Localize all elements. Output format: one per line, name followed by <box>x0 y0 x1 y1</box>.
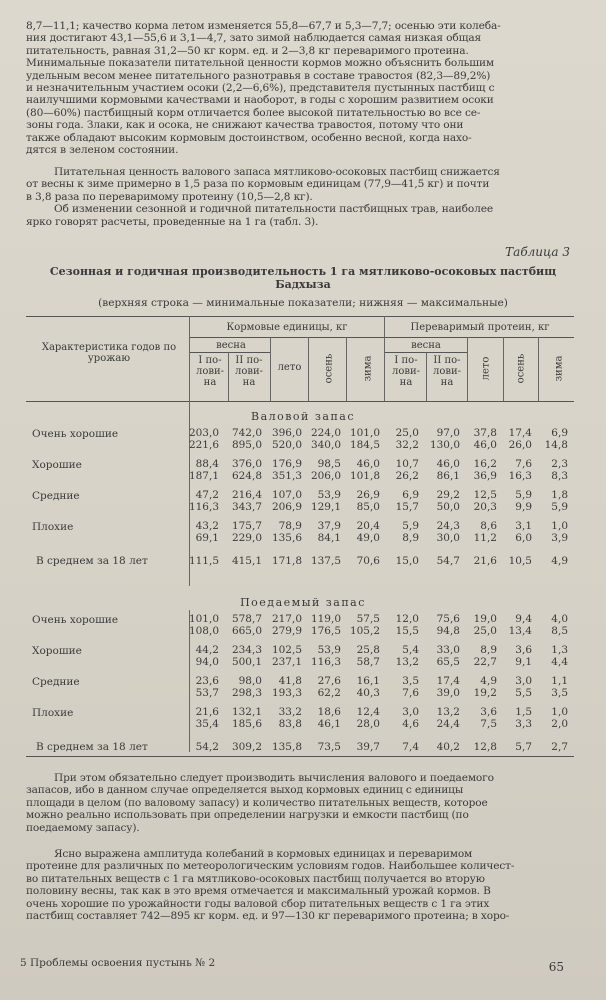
table-title-line2: Бадхыза <box>275 278 331 291</box>
table-cell: 6,9 <box>551 427 568 439</box>
table-cell: 206,0 <box>310 470 341 482</box>
text-line: можно реально использовать при определении нагрузки и емкости пастбищ (по <box>26 809 469 822</box>
table-cell-average: 40,2 <box>436 741 460 753</box>
table-cell: 65,5 <box>436 656 460 668</box>
header-spring: весна <box>216 340 246 351</box>
table-cell: 44,2 <box>195 644 219 656</box>
text-line: и незначительным участием осоки (2,2—6,6%), представителя пустынных пастбищ с <box>26 82 495 95</box>
table-cell: 16,3 <box>508 470 532 482</box>
table-cell: 396,0 <box>271 427 302 439</box>
table-cell-average: 137,5 <box>310 555 341 567</box>
table-cell-average: 2,7 <box>551 741 568 753</box>
table-cell-average: 70,6 <box>356 555 380 567</box>
table-cell: 376,0 <box>231 458 262 470</box>
table-cell: 4,9 <box>480 675 497 687</box>
text-line: поедаемому запасу). <box>26 821 140 834</box>
table-cell: 6,9 <box>402 489 419 501</box>
table-cell: 3,0 <box>402 706 419 718</box>
table-cell: 84,1 <box>317 532 341 544</box>
table-cell: 108,0 <box>188 625 219 637</box>
text-line: Ясно выражена амплитуда колебаний в кормовых единицах и переваримом <box>54 848 473 860</box>
table-cell: 6,0 <box>515 532 532 544</box>
header-summer: лето <box>277 362 302 373</box>
table-cell: 30,0 <box>436 532 460 544</box>
table-cell: 4,4 <box>551 656 568 668</box>
table-cell: 5,9 <box>515 489 532 501</box>
table-caption: Таблица 3 <box>505 245 570 259</box>
text-line: ния достигают 43,1—55,6 и 3,1—4,7, зато зимой наблюдается самая низкая общая <box>26 32 482 45</box>
table-cell: 25,0 <box>473 625 497 637</box>
footer-journal: 5 Проблемы освоения пустынь № 2 <box>20 957 216 969</box>
table-cell: 19,2 <box>473 687 497 699</box>
table-cell: 4,6 <box>402 718 419 730</box>
feed-units-rule <box>190 337 384 338</box>
table-cell: 46,0 <box>473 439 497 451</box>
table-cell: 206,9 <box>271 501 302 513</box>
col-divider <box>503 337 504 401</box>
table-cell-average: 12,8 <box>473 741 497 753</box>
table-cell: 101,8 <box>349 470 380 482</box>
text-line: питательность, равная 31,2—50 кг корм. ед. и 2—3,8 кг переваримого протеина. <box>26 44 469 57</box>
table-cell: 27,6 <box>317 675 341 687</box>
text-line: 8,7—11,1; качество корма летом изменяется 55,8—67,7 и 5,3—7,7; осенью эти колеба- <box>26 20 501 32</box>
average-label: В среднем за 18 лет <box>36 555 148 567</box>
row-label: Хорошие <box>32 645 82 657</box>
table-cell: 9,9 <box>515 501 532 513</box>
table-cell: 17,4 <box>508 427 532 439</box>
table-cell: 237,1 <box>271 656 302 668</box>
table-cell: 132,1 <box>231 706 262 718</box>
paragraph-amplitude <box>26 848 574 922</box>
table-cell-average: 15,0 <box>395 555 419 567</box>
text-line: очень хорошие по урожайности годы валовой сбор питательных веществ с 1 га этих <box>26 897 490 910</box>
table-cell: 13,2 <box>436 706 460 718</box>
table-cell: 624,8 <box>231 470 262 482</box>
section-title: Поедаемый запас <box>240 596 366 609</box>
table-cell: 340,0 <box>310 439 341 451</box>
table-cell: 8,3 <box>551 470 568 482</box>
text-line: Минимальные показатели питательной ценности кормов можно объяснить большим <box>26 57 494 70</box>
table-cell: 135,6 <box>271 532 302 544</box>
table-cell: 7,6 <box>515 458 532 470</box>
table-cell: 116,3 <box>310 656 341 668</box>
table-title-line1: Сезонная и годичная производительность 1 га мятликово-осоковых пастбищ <box>49 265 557 278</box>
table-cell: 26,9 <box>356 489 380 501</box>
table-cell: 24,4 <box>436 718 460 730</box>
col-divider <box>308 337 309 401</box>
table-cell: 184,5 <box>349 439 380 451</box>
table-cell: 1,8 <box>551 489 568 501</box>
table-cell: 46,0 <box>436 458 460 470</box>
header-protein: Переваримый протеин, кг <box>410 322 550 333</box>
text-line: наилучшими кормовыми качествами и наоборот, в годы с хорошим развитием осоки <box>26 94 494 107</box>
table-cell: 50,0 <box>436 501 460 513</box>
table-cell: 742,0 <box>231 427 262 439</box>
table-cell: 1,5 <box>515 706 532 718</box>
table-cell: 520,0 <box>271 439 302 451</box>
table-cell: 229,0 <box>231 532 262 544</box>
header-row-label: Характеристика годов по урожаю <box>41 342 177 364</box>
row-label: Плохие <box>32 707 74 719</box>
table-cell-average: 21,6 <box>473 555 497 567</box>
table-cell: 665,0 <box>231 625 262 637</box>
text-line: площади в целом (по валовому запасу) и количество питательных веществ, которое <box>26 796 488 809</box>
table-cell: 351,3 <box>271 470 302 482</box>
table-cell: 3,0 <box>515 675 532 687</box>
table-cell: 2,0 <box>551 718 568 730</box>
table-bottom-rule <box>26 756 574 757</box>
table-cell: 101,0 <box>188 613 219 625</box>
table-cell: 500,1 <box>231 656 262 668</box>
table-cell-average: 73,5 <box>317 741 341 753</box>
table-cell: 5,9 <box>551 501 568 513</box>
table-cell: 53,9 <box>317 644 341 656</box>
header-half1: I по-лови-на <box>391 355 421 388</box>
table-cell: 53,9 <box>317 489 341 501</box>
table-cell: 58,7 <box>356 656 380 668</box>
table-cell: 75,6 <box>436 613 460 625</box>
table-cell: 175,7 <box>231 520 262 532</box>
table-cell: 578,7 <box>231 613 262 625</box>
table-cell: 1,3 <box>551 644 568 656</box>
table-cell-average: 5,7 <box>515 741 532 753</box>
table-cell: 94,0 <box>195 656 219 668</box>
header-half1: I по-лови-на <box>195 355 225 388</box>
table-cell: 4,0 <box>551 613 568 625</box>
table-cell: 53,7 <box>195 687 219 699</box>
text-line: во питательных веществ с 1 га мятликово-осоковых пастбищ получается во вторую <box>26 872 485 885</box>
text-line: половину весны, так как в это время отмечается и максимальный урожай кормов. В <box>26 885 491 898</box>
table-top-rule <box>26 316 574 317</box>
spring-rule-1 <box>190 352 270 353</box>
table-cell: 37,8 <box>473 427 497 439</box>
table-cell: 12,0 <box>395 613 419 625</box>
header-autumn: осень <box>323 353 335 384</box>
col-divider <box>467 337 468 401</box>
table-cell: 17,4 <box>436 675 460 687</box>
table-cell: 33,0 <box>436 644 460 656</box>
table-cell: 20,3 <box>473 501 497 513</box>
table-cell: 26,2 <box>395 470 419 482</box>
table-cell: 97,0 <box>436 427 460 439</box>
row-label: Очень хорошие <box>32 614 119 626</box>
row-label: Плохие <box>32 521 74 533</box>
row-label: Средние <box>32 490 80 502</box>
row-label: Очень хорошие <box>32 428 119 440</box>
table-cell: 7,6 <box>402 687 419 699</box>
table-cell: 2,3 <box>551 458 568 470</box>
table-cell-average: 7,4 <box>402 741 419 753</box>
page-number: 65 <box>548 960 564 974</box>
table-cell: 11,2 <box>473 532 497 544</box>
header-half2: II по-лови-на <box>234 355 264 388</box>
table-cell: 105,2 <box>349 625 380 637</box>
table-cell: 343,7 <box>231 501 262 513</box>
text-line: При этом обязательно следует производить вычисления валового и поедаемого <box>54 772 494 784</box>
table-cell: 13,4 <box>508 625 532 637</box>
intro-paragraph <box>26 20 574 156</box>
table-cell: 16,1 <box>356 675 380 687</box>
text-line: зоны года. Злаки, как и осока, не снижают качества травостоя, потому что они <box>26 119 464 132</box>
table-cell: 185,6 <box>231 718 262 730</box>
table-cell: 116,3 <box>188 501 219 513</box>
table-cell: 5,9 <box>402 520 419 532</box>
table-cell: 41,8 <box>278 675 302 687</box>
text-line: в 3,8 раза по переваримому протеину (10,5—2,8 кг). <box>26 190 313 203</box>
table-cell: 98,0 <box>238 675 262 687</box>
table-cell: 21,6 <box>195 706 219 718</box>
table-cell: 25,8 <box>356 644 380 656</box>
text-line: удельным весом менее питательного разнотравья в составе травостоя (82,3—89,2%) <box>26 69 491 82</box>
table-cell: 49,0 <box>356 532 380 544</box>
text-line: протеине для различных по метеорологическим условиям годов. Наибольшее количест- <box>26 860 515 873</box>
table-cell: 107,0 <box>271 489 302 501</box>
row-label: Хорошие <box>32 459 82 471</box>
table-cell: 40,3 <box>356 687 380 699</box>
table-cell: 15,7 <box>395 501 419 513</box>
table-cell: 78,9 <box>278 520 302 532</box>
table-cell: 298,3 <box>231 687 262 699</box>
table-cell: 5,5 <box>515 687 532 699</box>
paragraph-calculation <box>26 772 574 834</box>
table-cell: 62,2 <box>317 687 341 699</box>
table-cell: 217,0 <box>271 613 302 625</box>
table-cell: 15,5 <box>395 625 419 637</box>
table-cell: 8,5 <box>551 625 568 637</box>
table-cell: 8,9 <box>402 532 419 544</box>
table-cell: 32,2 <box>395 439 419 451</box>
table-cell: 5,4 <box>402 644 419 656</box>
table-cell: 13,2 <box>395 656 419 668</box>
table-cell: 3,5 <box>402 675 419 687</box>
table-cell: 895,0 <box>231 439 262 451</box>
table-cell-average: 171,8 <box>271 555 302 567</box>
protein-rule <box>385 337 574 338</box>
table-cell: 10,7 <box>395 458 419 470</box>
col-divider-group <box>384 316 385 401</box>
text-line: запасов, ибо в данном случае определяется выход кормовых единиц с единицы <box>26 784 464 797</box>
table-cell: 94,8 <box>436 625 460 637</box>
table-cell: 8,9 <box>480 644 497 656</box>
table-cell: 20,4 <box>356 520 380 532</box>
section-title: Валовой запас <box>250 410 355 423</box>
text-line: дятся в зеленом состоянии. <box>26 144 179 157</box>
header-feed-units: Кормовые единицы, кг <box>226 322 348 333</box>
table-cell-average: 111,5 <box>188 555 219 567</box>
table-cell: 224,0 <box>310 427 341 439</box>
table-cell: 1,0 <box>551 520 568 532</box>
table-cell-average: 10,5 <box>508 555 532 567</box>
text-line: (80—60%) пастбищный корм отличается более высокой питательностью во все се- <box>26 106 481 119</box>
header-autumn: осень <box>515 353 527 384</box>
table-cell: 83,8 <box>278 718 302 730</box>
table-cell: 9,1 <box>515 656 532 668</box>
table-cell: 216,4 <box>231 489 262 501</box>
table-cell: 234,3 <box>231 644 262 656</box>
table-cell-average: 309,2 <box>231 741 262 753</box>
table-cell: 57,5 <box>356 613 380 625</box>
row-label: Средние <box>32 676 80 688</box>
header-winter: зима <box>553 355 565 382</box>
table-cell: 1,1 <box>551 675 568 687</box>
table-cell: 47,2 <box>195 489 219 501</box>
table-cell: 3,9 <box>551 532 568 544</box>
table-cell: 16,2 <box>473 458 497 470</box>
table-cell: 102,5 <box>271 644 302 656</box>
table-cell: 39,0 <box>436 687 460 699</box>
table-cell: 35,4 <box>195 718 219 730</box>
table-subtitle: (верхняя строка — минимальные показатели; нижняя — максимальные) <box>98 297 508 309</box>
table-cell: 24,3 <box>436 520 460 532</box>
table-cell: 46,0 <box>356 458 380 470</box>
table-cell-average: 415,1 <box>231 555 262 567</box>
table-cell: 29,2 <box>436 489 460 501</box>
text-line: также обладают высоким кормовым достоинством, особенно весной, когда нахо- <box>26 131 472 144</box>
text-line: Питательная ценность валового запаса мятликово-осоковых пастбищ снижается <box>54 166 500 178</box>
table-cell: 119,0 <box>310 613 341 625</box>
col-divider <box>346 337 347 401</box>
table-cell-average: 39,7 <box>356 741 380 753</box>
text-line: пастбищ составляет 742—895 кг корм. ед. и 97—130 кг переваримого протеина; в хоро- <box>26 910 510 923</box>
table-cell: 101,0 <box>349 427 380 439</box>
table-title <box>30 265 576 291</box>
header-spring: весна <box>411 340 441 351</box>
table-header-bottom-rule <box>26 401 574 402</box>
table-cell: 7,5 <box>480 718 497 730</box>
table-cell: 25,0 <box>395 427 419 439</box>
table-cell: 176,9 <box>271 458 302 470</box>
table-cell: 193,3 <box>271 687 302 699</box>
table-cell: 12,4 <box>356 706 380 718</box>
table-cell: 98,5 <box>317 458 341 470</box>
table-cell: 69,1 <box>195 532 219 544</box>
table-cell: 33,2 <box>278 706 302 718</box>
table-cell: 37,9 <box>317 520 341 532</box>
table-cell: 203,0 <box>188 427 219 439</box>
table-cell: 22,7 <box>473 656 497 668</box>
table-cell: 28,0 <box>356 718 380 730</box>
header-summer: лето <box>480 356 492 381</box>
table-cell: 8,6 <box>480 520 497 532</box>
text-line: ярко говорят расчеты, проведенные на 1 га (табл. 3). <box>26 215 319 228</box>
table-cell: 85,0 <box>356 501 380 513</box>
table-cell: 18,6 <box>317 706 341 718</box>
table-cell-average: 54,2 <box>195 741 219 753</box>
header-winter: зима <box>362 355 374 382</box>
table-cell: 14,8 <box>544 439 568 451</box>
table-cell: 3,6 <box>480 706 497 718</box>
table-cell: 43,2 <box>195 520 219 532</box>
table-cell: 19,0 <box>473 613 497 625</box>
table-cell-average: 135,8 <box>271 741 302 753</box>
table-cell: 279,9 <box>271 625 302 637</box>
table-cell: 221,6 <box>188 439 219 451</box>
text-line: Об изменении сезонной и годичной питательности пастбищных трав, наиболее <box>54 203 493 216</box>
table-cell: 3,1 <box>515 520 532 532</box>
table-cell: 46,1 <box>317 718 341 730</box>
text-line: от весны к зиме примерно в 1,5 раза по кормовым единицам (77,9—41,5 кг) и почти <box>26 178 490 191</box>
col-divider <box>538 337 539 401</box>
table-cell: 12,5 <box>473 489 497 501</box>
table-cell: 129,1 <box>310 501 341 513</box>
table-cell-average: 54,7 <box>436 555 460 567</box>
table-cell: 26,0 <box>508 439 532 451</box>
table-cell: 3,6 <box>515 644 532 656</box>
average-label: В среднем за 18 лет <box>36 741 148 753</box>
table-cell: 187,1 <box>188 470 219 482</box>
table-cell: 130,0 <box>429 439 460 451</box>
table-cell: 88,4 <box>195 458 219 470</box>
header-half2: II по-лови-на <box>432 355 462 388</box>
table-cell: 23,6 <box>195 675 219 687</box>
table-cell: 86,1 <box>436 470 460 482</box>
table-cell: 36,9 <box>473 470 497 482</box>
table-cell-average: 4,9 <box>551 555 568 567</box>
table-cell: 1,0 <box>551 706 568 718</box>
table-cell: 176,5 <box>310 625 341 637</box>
table-cell: 3,3 <box>515 718 532 730</box>
col-divider-label <box>189 610 190 752</box>
paragraph-nutrition <box>26 166 574 228</box>
table-cell: 3,5 <box>551 687 568 699</box>
table-cell: 9,4 <box>515 613 532 625</box>
